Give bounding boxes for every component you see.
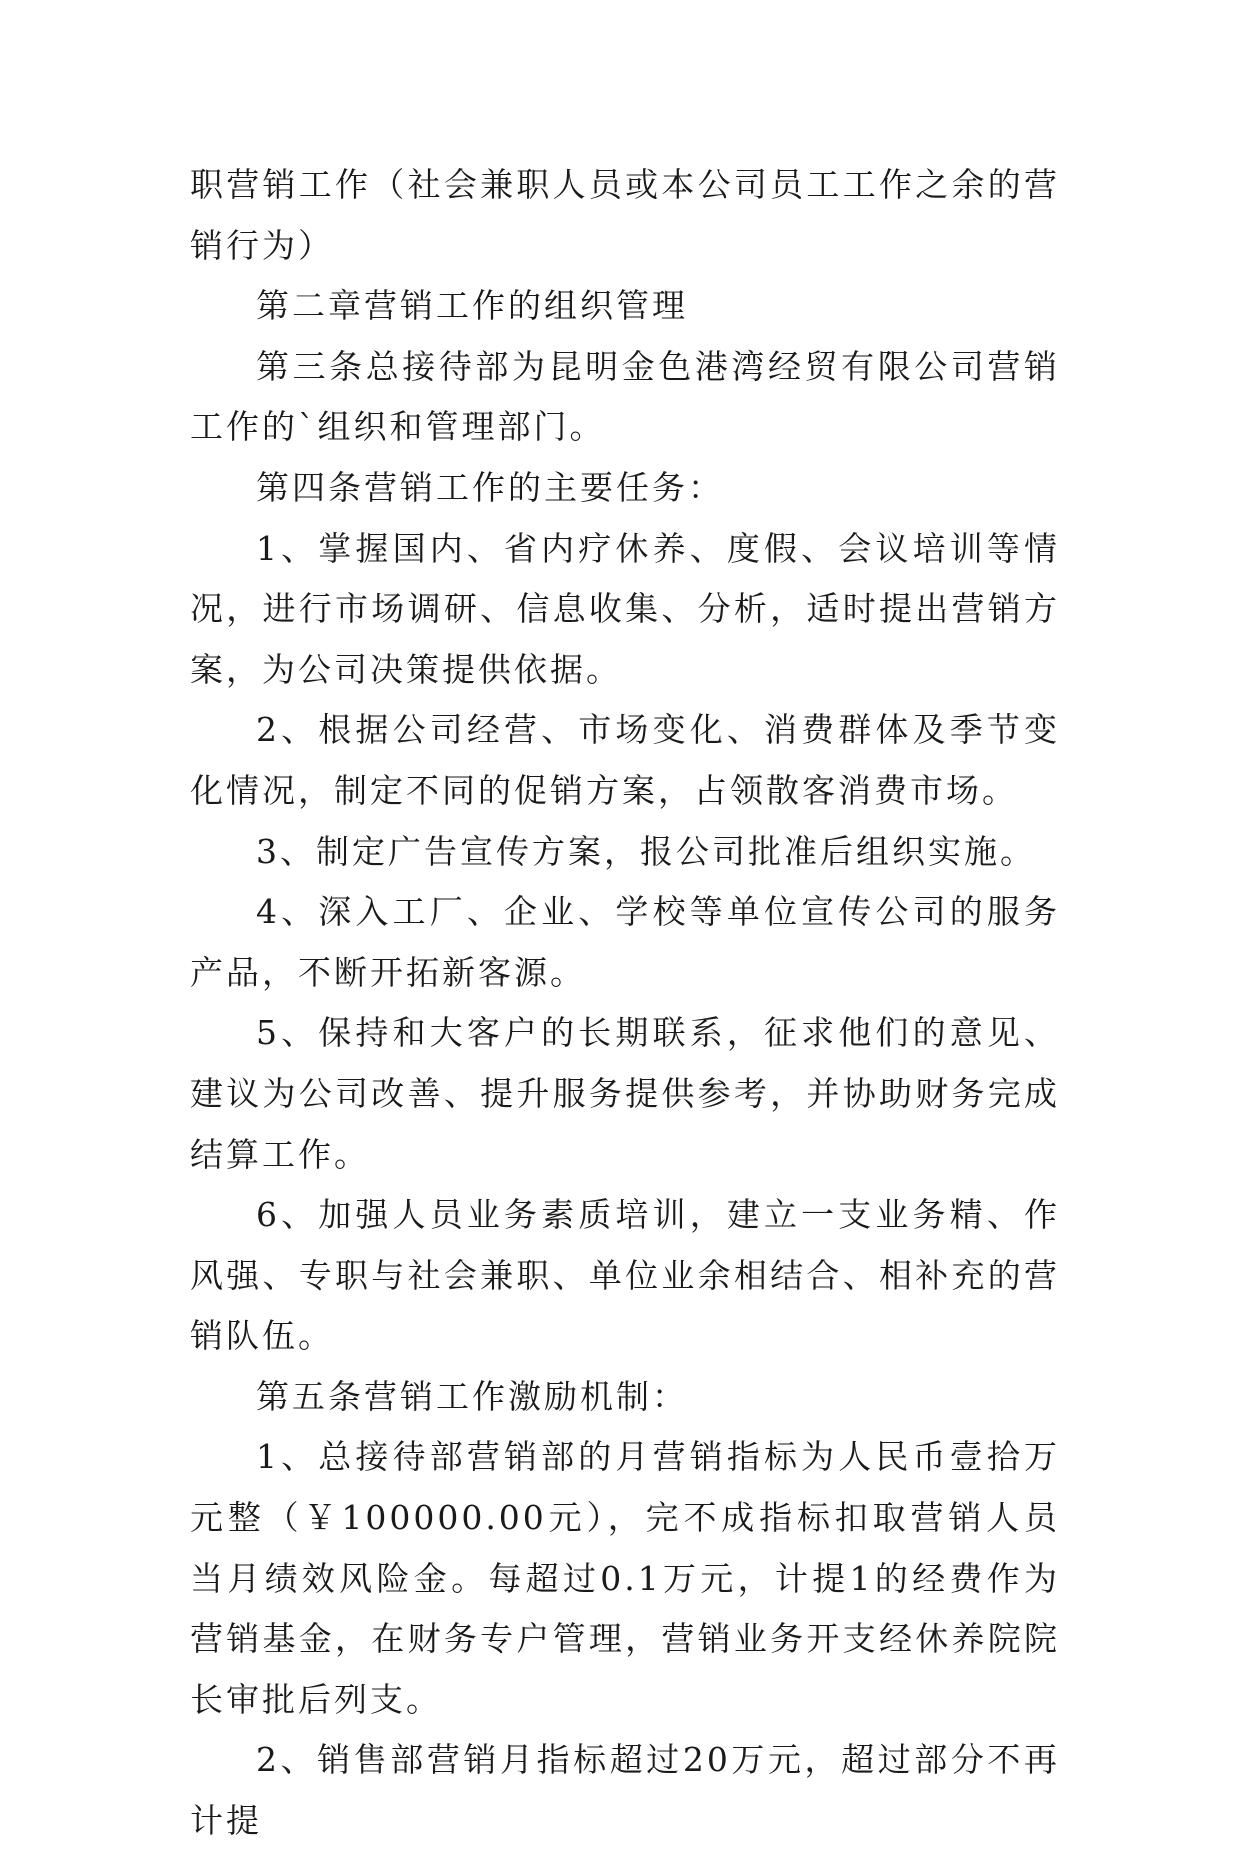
article-4-heading: 第四条营销工作的主要任务： bbox=[256, 467, 724, 507]
task-item-5: 5、保持和大客户的长期联系，征求他们的意见、建议为公司改善、提升服务提供参考，并协助财务完成结算工作。 bbox=[190, 1013, 1060, 1174]
task-item-1: 1、掌握国内、省内疗休养、度假、会议培训等情况，进行市场调研、信息收集、分析，适时提出营销方案，为公司决策提供依据。 bbox=[190, 528, 1060, 689]
task-item-3: 3、制定广告宣传方案，报公司批准后组织实施。 bbox=[256, 831, 1036, 871]
paragraph-continuation: 职营销工作（社会兼职人员或本公司员工工作之余的营销行为） bbox=[190, 165, 1060, 265]
incentive-item-2: 2、销售部营销月指标超过20万元，超过部分不再计提 bbox=[190, 1740, 1060, 1841]
task-item-2: 2、根据公司经营、市场变化、消费群体及季节变化情况，制定不同的促销方案，占领散客消费市场。 bbox=[190, 710, 1060, 810]
incentive-item-1: 1、总接待部营销部的月营销指标为人民币壹拾万元整（￥100000.00元），完不成指标扣取营销人员当月绩效风险金。每超过0.1万元，计提1的经费作为营销基金，在财务专户管理，营销业务开支经休养院院长审批后列支。 bbox=[190, 1437, 1060, 1719]
chapter-heading: 第二章营销工作的组织管理 bbox=[256, 286, 688, 326]
task-item-4: 4、深入工厂、企业、学校等单位宣传公司的服务产品，不断开拓新客源。 bbox=[190, 892, 1060, 992]
document-page bbox=[190, 155, 1060, 1852]
article-3: 第三条总接待部为昆明金色港湾经贸有限公司营销工作的`组织和管理部门。 bbox=[190, 346, 1060, 447]
article-5-heading: 第五条营销工作激励机制： bbox=[256, 1376, 688, 1416]
task-item-6: 6、加强人员业务素质培训，建立一支业务精、作风强、专职与社会兼职、单位业余相结合、相补充的营销队伍。 bbox=[190, 1195, 1060, 1356]
